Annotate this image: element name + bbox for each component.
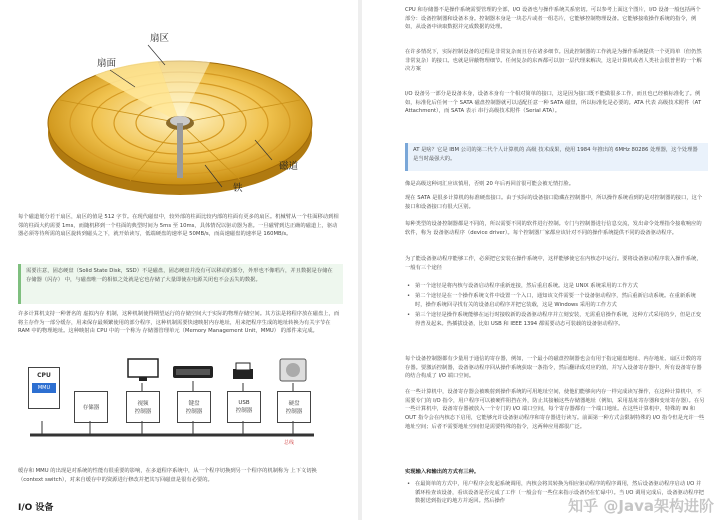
left-paragraph-3: 缓存和 MMU 的出现是对系统的性能有很重要的影响，在多道程序系统中，从一个程序切换到另一个程序的机制称为 上下文切换（context switch），对来自缓存中的资源进行修改并把其写回磁盘是很有必要的。: [18, 468, 317, 483]
memory-box: 存储器: [74, 391, 108, 423]
note-text: 需要注意，固态硬盘（Solid State Disk，SSD）不是磁盘，固态硬盘并没有可以移动的部分，外形也不像唱片，并且数据是存储在 存储器（闪存） 中，与磁盘唯一的相似之处就是它也存储了大量即使在电源关闭也不会丢失的数据。: [26, 268, 333, 283]
keyboard-controller-box: 键盘 控制器: [177, 391, 211, 423]
spindle-label: 铁: [233, 183, 243, 194]
cpu-label: CPU: [37, 372, 51, 379]
hardware-diagram: [22, 355, 322, 465]
list-item: • 第二个途径是在一个操作系统文件中设置一个入口，通知该文件需要一个设备驱动程序，然后重新启动系统。在重新系统时，操作系统回寻找有关的设备启动程序并把它装载，这是 Windows 采用的工作方式: [405, 292, 705, 309]
bus-label: 总线: [284, 440, 295, 446]
driver-install-list: [405, 282, 705, 330]
video-controller-box: 视频 控制器: [126, 391, 160, 423]
right-paragraph-5: 现在 SATA 是很多计算机的标准硬盘接口。由于实际的设备接口隐藏在控制器中，所以操作系统看到的是对控制器的接口，这个接口和设备接口有很大区别。: [405, 195, 703, 210]
right-paragraph-7: 为了能设备驱动程序能够工作，必须把它安装在操作系统中，这样能够使它在内核态中运行。要将设备驱动程序装入操作系统，一般有三个途径: [405, 256, 702, 271]
list-item: • 在最简单的方式中，用户程序会发起系统调用，内核会将其转换为相应驱动程序的程序调用，然后设备驱动程序启动 I/O 并循环检查该设备，看该设备是否完成了工作（一般会有一些位来指示设备仍在忙碌中）。当 I/O 调用完成后，设备驱动程序把数据送到指定的地方并返回。然后操作: [405, 480, 705, 506]
left-paragraph-1: 每个磁道划分若干扇区，扇区的值是 512 字节。在现代磁盘中，较外部的柱面比较内部的柱面有更多的扇区。机械臂从一个柱面移动到相邻的柱面大约需要 1ms，而随机移到一个柱面的典型时间为 5ms 至 10ms，具体情况以驱动器为准。一旦磁臂到达正确的磁道上，驱动器必须等待所需的扇区旋转到磁头之下，就开始读写，低端硬盘的速率是 50MB/s，而高速磁盘的速率是 160MB/s。: [18, 214, 339, 238]
watermark: 知乎 @Java架构进阶: [568, 497, 714, 515]
platter-label: 扇面: [97, 58, 117, 69]
right-paragraph-4: 像是高级这种词汇应该慎用，否则 20 年后再回首很可能会被无情打脸。: [405, 181, 575, 187]
sector-label: 扇区: [150, 33, 170, 44]
track-label: 磁道: [279, 161, 299, 172]
at-note-text: AT 是啥？它是 IBM 公司的第二代个人计算机的 高级 技术成果，使用 1984 年推出的 6MHz 80286 处理器，这个处理器是当时最强大的。: [413, 147, 698, 162]
right-paragraph-2: 在许多情况下，实际控制设备的过程是非常复杂而且存在诸多细节。因此控制器的工作就是为操作系统提供一个更简单（但仍然非常复杂）的接口。也就是屏蔽物理细节。任何复杂的东西都可以加一层代理来解决，这是计算机或者人类社会很普世的一个解决方案: [405, 49, 702, 73]
right-paragraph-8: 每个设备控制器都有少量用于通信的寄存器，例如，一个最小的磁盘控制器也会有用于指定磁盘地址、内存地址、扇区计数的寄存器。要激活控制器，设备驱动程序回从操作系统获取一条指令，然后翻译成对应的值，并写入设备寄存器中，所有设备寄存器的结合构成了 I/O 端口空间。: [405, 356, 702, 380]
mmu-box: MMU: [32, 383, 56, 393]
right-paragraph-10: 实现输入和输出的方式有三种。: [405, 469, 480, 475]
left-paragraph-2: 许多计算机支持一种著名的 虚拟内存 机制，这种机制使得期望运行的存储空间大于实际的物理存储空间。其方法是将程序放在磁盘上，而将主存作为一部分缓存，用来保存最频繁使用的部分程序，这种机制需要快速映射内存地址，用来把程序生成的地址转换为有关字节在 RAM 中的物理地址。这种映射由 CPU 中的一个称为 存储器管理单元（Memory Management Unit，MMU） 的部件来完成。: [18, 311, 340, 335]
right-page: [362, 0, 720, 520]
right-paragraph-6: 每种类型的设备控制器都是不同的，所以需要不同的软件进行控制。专门与控制器进行信息交流，发出命令处理指令接收响应的软件，称为 设备驱动程序（device driver）。每个控制器厂家都应该针对不同的操作系统提供不同的设备驱动程序。: [405, 221, 702, 236]
usb-controller-box: USB 控制器: [227, 391, 261, 423]
right-paragraph-9: 在一些计算机中，设备寄存器会被映射到操作系统的可用地址空间，使他们能够向内存一样完成读写操作，在这种计算机中，不需要专门的 I/O 指令，用户程序可以被硬件阻挡在外，防止其接触这些存储器地址（例如，采用基址寄存器和变址寄存器）。在另一些计算机中，设备寄存器被放入一个专门的 I/O 端口空间，每个寄存器都有一个端口地址。在这些计算机中，特殊的 IN 和 OUT 指令会在内核态下启用，它能够允许设备驱动程序和寄存器进行读写。前面第一种方式会限制特殊的 I/O 指令但是允许一些地址空间；后者不需要地址空间但是需要特殊的指令，这两种应用都很广泛。: [405, 389, 705, 430]
right-paragraph-3: I/O 设备另一部分是设备本身，设备本身有一个相对简单的接口，这是因为接口既不能做很多工作，而且也已经被标准化了。例如，标准化后任何一个 SATA 磁盘控制器就可以适配任意一种 SATA 磁盘，所以标准化是必要的。ATA 代表 高级技术附件（AT Attachment），而 SATA 表示 串行高级技术附件（Serial ATA）。: [405, 91, 702, 115]
disk-illustration: [40, 15, 320, 205]
cpu-box: [28, 367, 60, 409]
right-paragraph-1: CPU 和存储器不是操作系统需要管理的全部，I/O 设备也与操作系统关系密切。可以参考上面这个图片，I/O 设备一般包括两个部分：设备控制器和设备本身。控制器本身是一块芯片或者一组芯片，它能够控制物理设备。它能够接收操作系统的指令，例如，从设备中读取数据并完成数据的处理。: [405, 7, 701, 31]
list-item: • 第一个途径是将内核与设备启动程序重新连接，然后重启系统。这是 UNIX 系统采用的工作方式: [405, 282, 705, 291]
disk-controller-box: 硬盘 控制器: [277, 391, 311, 423]
io-heading: I/O 设备: [18, 503, 54, 513]
left-page: [0, 0, 358, 520]
list-item: • 第三个途径是操作系统能够在运行时接收新的设备驱动程序并立刻安装，无需重启操作系统，这种方式采用的少，但是正变得普及起来。热插拔设备，比如 USB 和 IEEE 1394 都需要动态可装载的设备驱动程序。: [405, 311, 705, 328]
